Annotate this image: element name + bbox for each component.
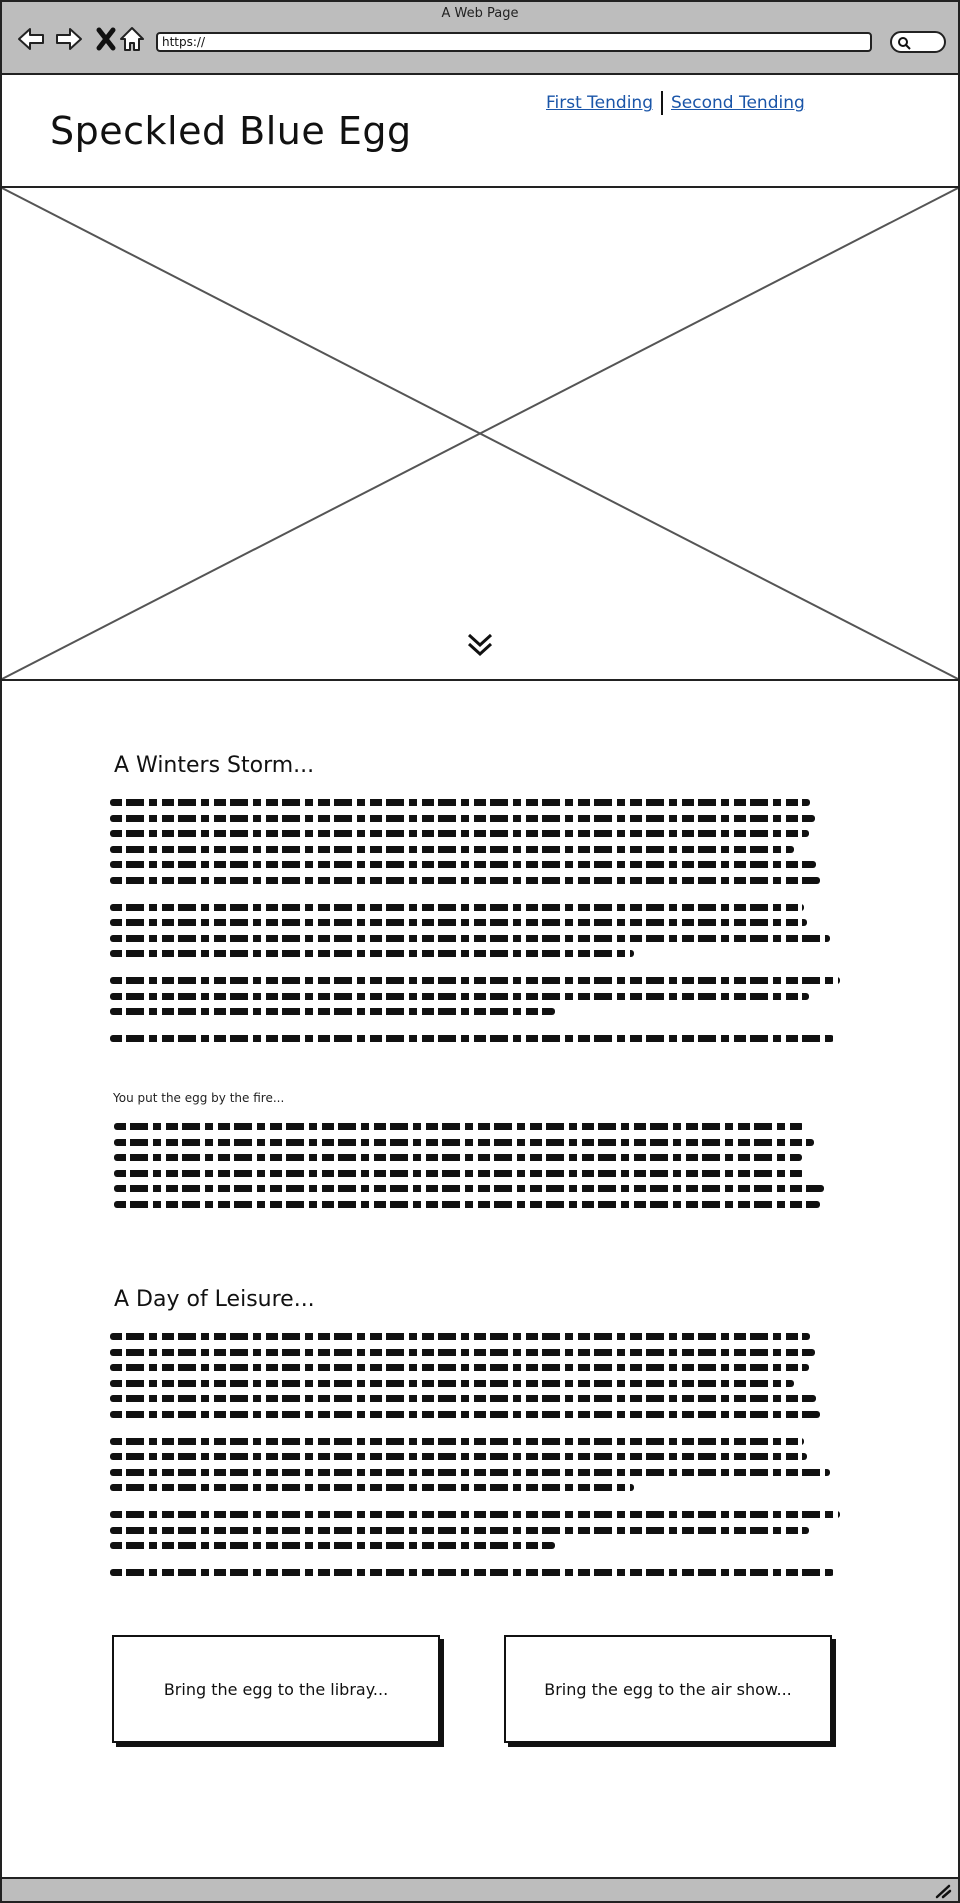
story-caption: You put the egg by the fire...: [113, 1091, 285, 1105]
double-chevron-down-icon[interactable]: [465, 630, 495, 660]
placeholder-text-line: [110, 977, 840, 984]
home-icon[interactable]: [117, 24, 147, 54]
paragraph: [110, 1569, 832, 1576]
placeholder-text-line: [110, 993, 809, 1000]
placeholder-text-line: [110, 1542, 555, 1549]
paragraph: [114, 1123, 824, 1208]
placeholder-text-line: [114, 1139, 814, 1146]
status-bar: [2, 1877, 958, 1901]
section-body-text: [110, 1333, 832, 1585]
nav-link-first-tending[interactable]: First Tending: [546, 93, 653, 113]
nav-separator: [661, 91, 663, 115]
placeholder-text-line: [114, 1170, 804, 1177]
window-title: A Web Page: [441, 6, 519, 21]
placeholder-text-line: [110, 935, 830, 942]
search-icon: [897, 36, 911, 50]
browser-search-field[interactable]: [890, 31, 946, 53]
site-title: Speckled Blue Egg: [50, 109, 412, 153]
placeholder-text-line: [110, 1511, 840, 1518]
placeholder-text-line: [110, 1484, 634, 1491]
placeholder-text-line: [110, 919, 807, 926]
placeholder-text-line: [110, 846, 794, 853]
paragraph: [110, 799, 832, 884]
placeholder-text-line: [110, 1349, 815, 1356]
placeholder-text-line: [110, 1364, 809, 1371]
paragraph: [110, 1511, 832, 1549]
section-heading: A Day of Leisure...: [114, 1287, 315, 1312]
placeholder-text-line: [110, 904, 804, 911]
paragraph: [110, 904, 832, 958]
section-body-text: [110, 799, 832, 1051]
placeholder-text-line: [110, 1411, 820, 1418]
choice-button-air-show[interactable]: Bring the egg to the air show...: [504, 1635, 832, 1743]
placeholder-text-line: [110, 1438, 804, 1445]
placeholder-text-line: [110, 861, 816, 868]
caption-body-text: [114, 1123, 824, 1216]
placeholder-text-line: [110, 1527, 809, 1534]
paragraph: [110, 1438, 832, 1492]
placeholder-text-line: [110, 1380, 794, 1387]
placeholder-text-line: [110, 950, 634, 957]
address-bar[interactable]: https://: [156, 32, 872, 52]
placeholder-text-line: [114, 1123, 804, 1130]
placeholder-text-line: [110, 1395, 816, 1402]
back-arrow-icon[interactable]: [16, 24, 46, 54]
placeholder-text-line: [110, 830, 809, 837]
placeholder-text-line: [110, 1035, 834, 1042]
section-heading: A Winters Storm...: [114, 753, 315, 778]
paragraph: [110, 1333, 832, 1418]
placeholder-text-line: [110, 1469, 830, 1476]
placeholder-text-line: [110, 1569, 834, 1576]
placeholder-text-line: [114, 1185, 824, 1192]
placeholder-text-line: [114, 1154, 802, 1161]
resize-grip-icon[interactable]: [934, 1883, 952, 1899]
placeholder-text-line: [110, 1333, 810, 1340]
placeholder-text-line: [110, 1453, 807, 1460]
nav-link-second-tending[interactable]: Second Tending: [671, 93, 805, 113]
image-placeholder-icon: [2, 188, 958, 679]
placeholder-text-line: [114, 1201, 820, 1208]
choice-button-library[interactable]: Bring the egg to the libray...: [112, 1635, 440, 1743]
hero-image-placeholder: [2, 188, 958, 681]
placeholder-text-line: [110, 1008, 555, 1015]
placeholder-text-line: [110, 877, 820, 884]
site-header: [2, 75, 958, 188]
top-navigation: [546, 91, 805, 115]
placeholder-text-line: [110, 815, 815, 822]
paragraph: [110, 1035, 832, 1042]
placeholder-text-line: [110, 799, 810, 806]
paragraph: [110, 977, 832, 1015]
browser-toolbar: [2, 2, 958, 75]
forward-arrow-icon[interactable]: [54, 24, 84, 54]
